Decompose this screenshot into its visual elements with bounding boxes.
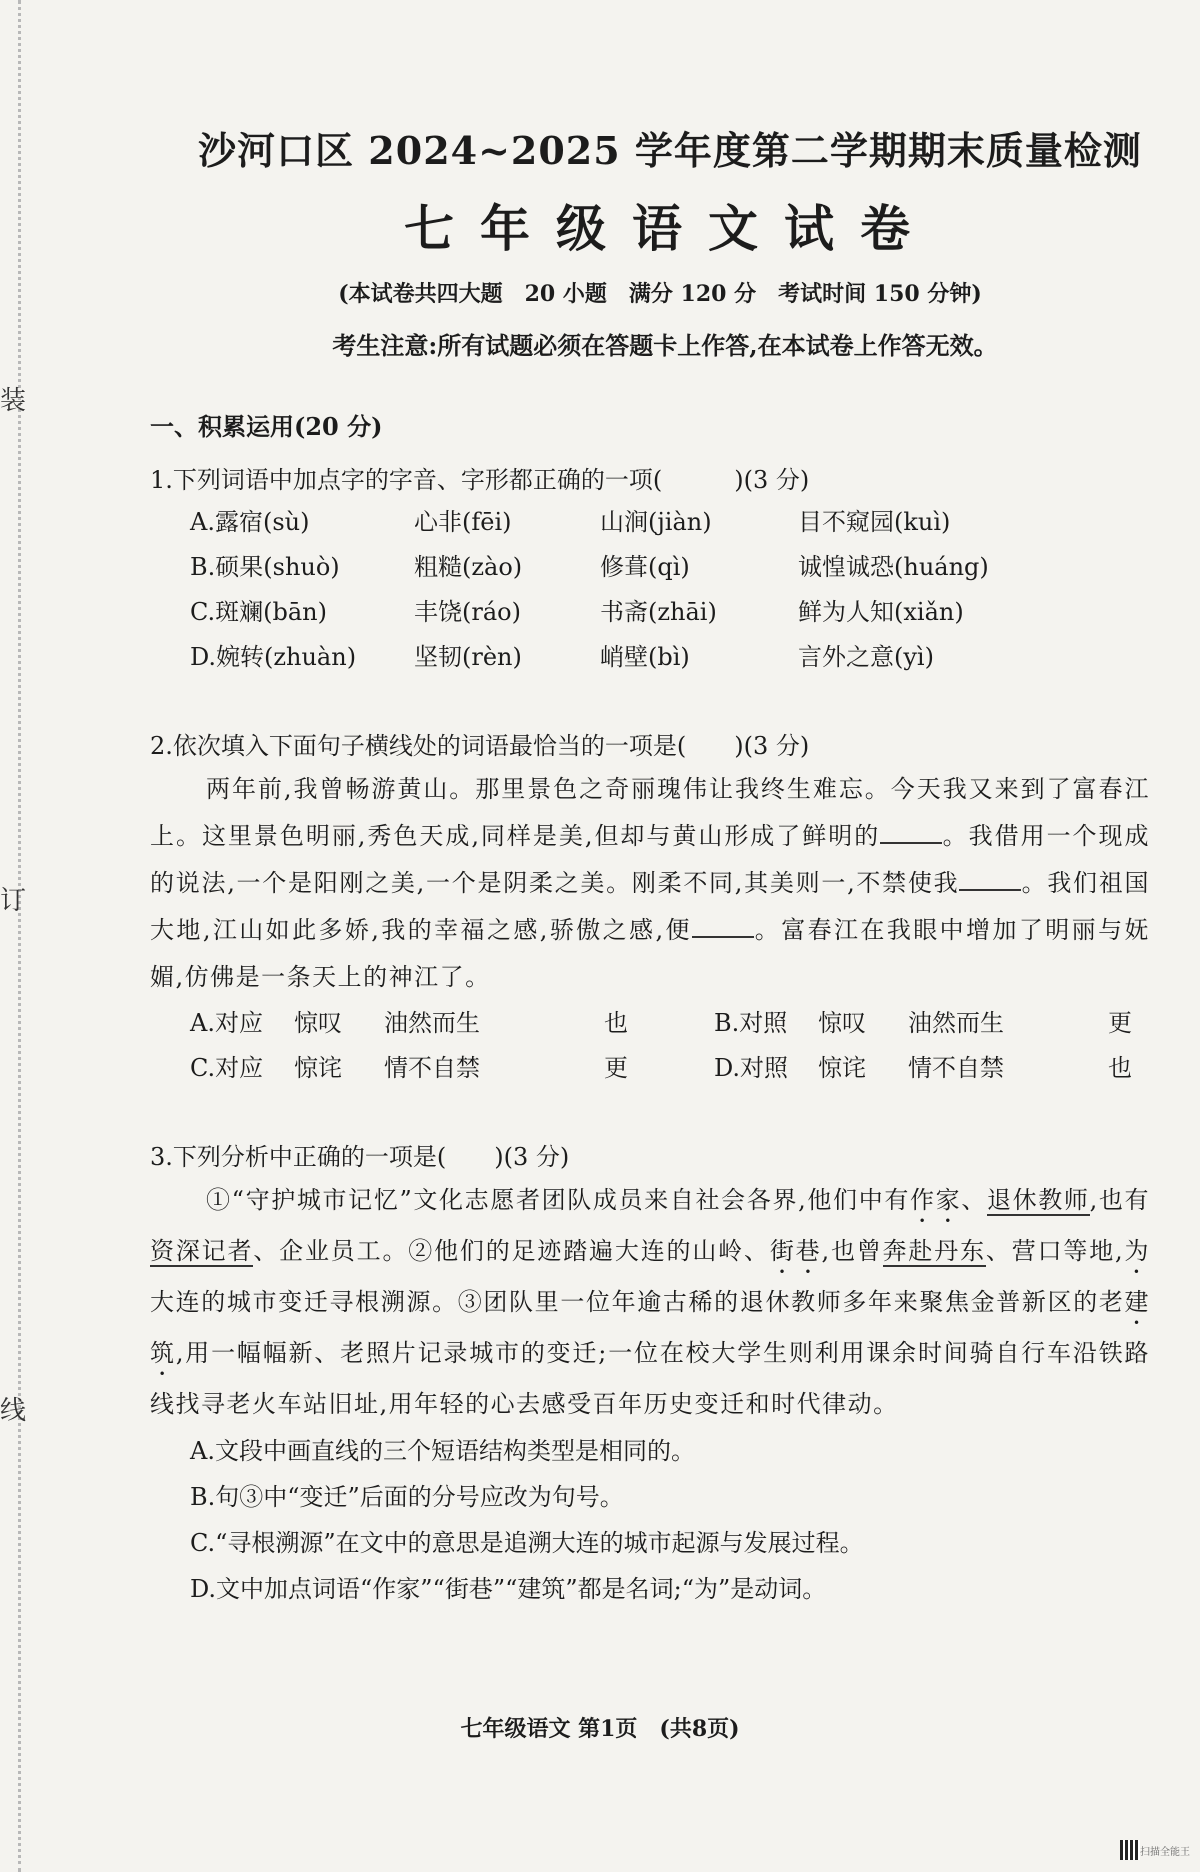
- q2-passage-part2: 。我借用一个现成的说法,一个是阳刚之美,一个是阴柔之美。刚柔不同,其美则一,不禁使我: [150, 822, 1150, 897]
- q2-opt-b-3: 油然而生: [908, 1009, 1004, 1037]
- scanner-watermark: 扫描全能王: [1140, 1847, 1190, 1858]
- q3-text-h: ,用一幅幅新、老照片记录城市的变迁;一位在校大学生则利用课余时间骑自行车沿铁路线找寻老火车站旧址,用年轻的心去感受百年历史变迁和时代律动。: [150, 1339, 1151, 1418]
- question-1-stem: 1.下列词语中加点字的字音、字形都正确的一项( )(3 分): [150, 466, 810, 494]
- q2-blank-2: [959, 865, 1021, 891]
- exam-info: (本试卷共四大题 20 小题 满分 120 分 考试时间 150 分钟): [338, 281, 982, 307]
- q1-option-d2: 坚韧(rèn): [414, 643, 522, 671]
- q3-dotted-building: 建筑: [150, 1288, 1150, 1367]
- q2-opt-a-3: 油然而生: [384, 1009, 480, 1037]
- question-2-options: [190, 1001, 1150, 1091]
- q1-option-a2: 心非(fēi): [414, 508, 512, 536]
- question-3-passage: [150, 1177, 1150, 1428]
- binding-char-zhuang: 装: [0, 386, 27, 416]
- q2-opt-a-1: A.对应: [190, 1009, 263, 1037]
- exam-page: [150, 120, 1150, 1612]
- page-footer: 七年级语文 第1页 (共8页): [460, 1716, 740, 1742]
- q1-option-b1: B.硕果(shuò): [190, 553, 340, 581]
- q2-opt-c-2: 惊诧: [294, 1054, 342, 1082]
- q2-opt-c-4: 更: [604, 1054, 628, 1082]
- q1-option-b2: 粗糙(zào): [414, 553, 523, 581]
- q2-opt-a-2: 惊叹: [294, 1009, 342, 1037]
- binding-char-xian: 线: [0, 1396, 27, 1426]
- q2-blank-1: [880, 818, 942, 844]
- q1-option-a3: 山涧(jiàn): [600, 508, 712, 536]
- q1-option-d4: 言外之意(yì): [798, 643, 934, 671]
- q1-option-d1: D.婉转(zhuàn): [190, 643, 357, 671]
- q3-choice-a: A.文段中画直线的三个短语结构类型是相同的。: [190, 1437, 695, 1465]
- q1-option-c2: 丰饶(ráo): [414, 598, 521, 626]
- q3-underline-reporter: 资深记者: [150, 1237, 254, 1265]
- q2-opt-c-3: 情不自禁: [384, 1054, 480, 1082]
- q1-option-c4: 鲜为人知(xiǎn): [798, 598, 964, 626]
- q2-opt-b-2: 惊叹: [818, 1009, 866, 1037]
- q2-passage-part4: 。富春江在我眼中增加了明丽与妩媚,仿佛是一条天上的神江了。: [150, 916, 1151, 991]
- exam-notice: 考生注意:所有试题必须在答题卡上作答,在本试卷上作答无效。: [332, 331, 998, 360]
- q3-choice-d: D.文中加点词语“作家”“街巷”“建筑”都是名词;“为”是动词。: [190, 1575, 827, 1603]
- question-3-stem: 3.下列分析中正确的一项是( )(3 分): [150, 1143, 570, 1171]
- q3-choice-c: C.“寻根溯源”在文中的意思是追溯大连的城市起源与发展过程。: [190, 1529, 864, 1557]
- binding-margin: [18, 0, 21, 1872]
- q1-option-a4: 目不窥园(kuì): [798, 508, 951, 536]
- q3-choice-b: B.句③中“变迁”后面的分号应改为句号。: [190, 1483, 624, 1511]
- q3-text-f: 、营口等地,: [985, 1237, 1125, 1265]
- binding-char-ding: 订: [0, 886, 27, 916]
- question-2-passage: [150, 766, 1150, 1001]
- q1-option-c3: 书斋(zhāi): [600, 598, 717, 626]
- q1-option-a1: A.露宿(sù): [190, 508, 310, 536]
- q2-opt-c-1: C.对应: [190, 1054, 264, 1082]
- question-2-stem: 2.依次填入下面句子横线处的词语最恰当的一项是( )(3 分): [150, 732, 810, 760]
- q2-opt-b-4: 更: [1108, 1009, 1132, 1037]
- q3-text-a: ①“守护城市记忆”文化志愿者团队成员来自社会各界,他们中有: [206, 1186, 911, 1214]
- q3-dotted-street: 街巷: [769, 1237, 822, 1265]
- subject-title: 七年级语文试卷: [404, 199, 936, 258]
- q1-option-b4: 诚惶诚恐(huáng): [798, 553, 989, 581]
- q2-opt-d-2: 惊诧: [818, 1054, 866, 1082]
- exam-title: 沙河口区 2024~2025 学年度第二学期期末质量检测: [198, 128, 1142, 173]
- qr-code-icon: [1120, 1840, 1140, 1860]
- question-1-options: [190, 500, 1150, 680]
- q1-option-b3: 修葺(qì): [600, 553, 690, 581]
- q2-blank-3: [692, 912, 754, 938]
- q1-option-c1: C.斑斓(bān): [190, 598, 327, 626]
- q3-text-e: ,也曾: [821, 1237, 883, 1265]
- q2-opt-d-1: D.对照: [714, 1054, 789, 1082]
- q1-option-d3: 峭壁(bì): [600, 643, 690, 671]
- q3-underline-teacher: 退休教师: [986, 1186, 1090, 1214]
- q3-dotted-wei: 为: [1124, 1237, 1151, 1265]
- q3-underline-dandong: 奔赴丹东: [882, 1237, 986, 1265]
- q2-opt-a-4: 也: [604, 1009, 628, 1037]
- q2-opt-d-3: 情不自禁: [908, 1054, 1004, 1082]
- q3-dotted-writer: 作家: [910, 1186, 962, 1214]
- q2-opt-d-4: 也: [1108, 1054, 1132, 1082]
- q3-text-d: 、企业员工。②他们的足迹踏遍大连的山岭、: [253, 1237, 770, 1265]
- q2-passage-part1: 两年前,我曾畅游黄山。那里景色之奇丽瑰伟让我终生难忘。今天我又来到了富春江上。这里景色明丽,秀色天成,同样是美,但却与黄山形成了鲜明的: [150, 775, 1150, 850]
- q2-passage-part3: 。我们祖国大地,江山如此多娇,我的幸福之感,骄傲之感,便: [150, 869, 1151, 944]
- q2-opt-b-1: B.对照: [714, 1009, 788, 1037]
- q3-text-b: 、: [961, 1186, 987, 1214]
- q3-text-c: ,也有: [1089, 1186, 1151, 1214]
- section-title: 一、积累运用(20 分): [150, 412, 383, 441]
- q3-text-g: 大连的城市变迁寻根溯源。③团队里一位年逾古稀的退休教师多年来聚焦金普新区的老: [150, 1288, 1125, 1316]
